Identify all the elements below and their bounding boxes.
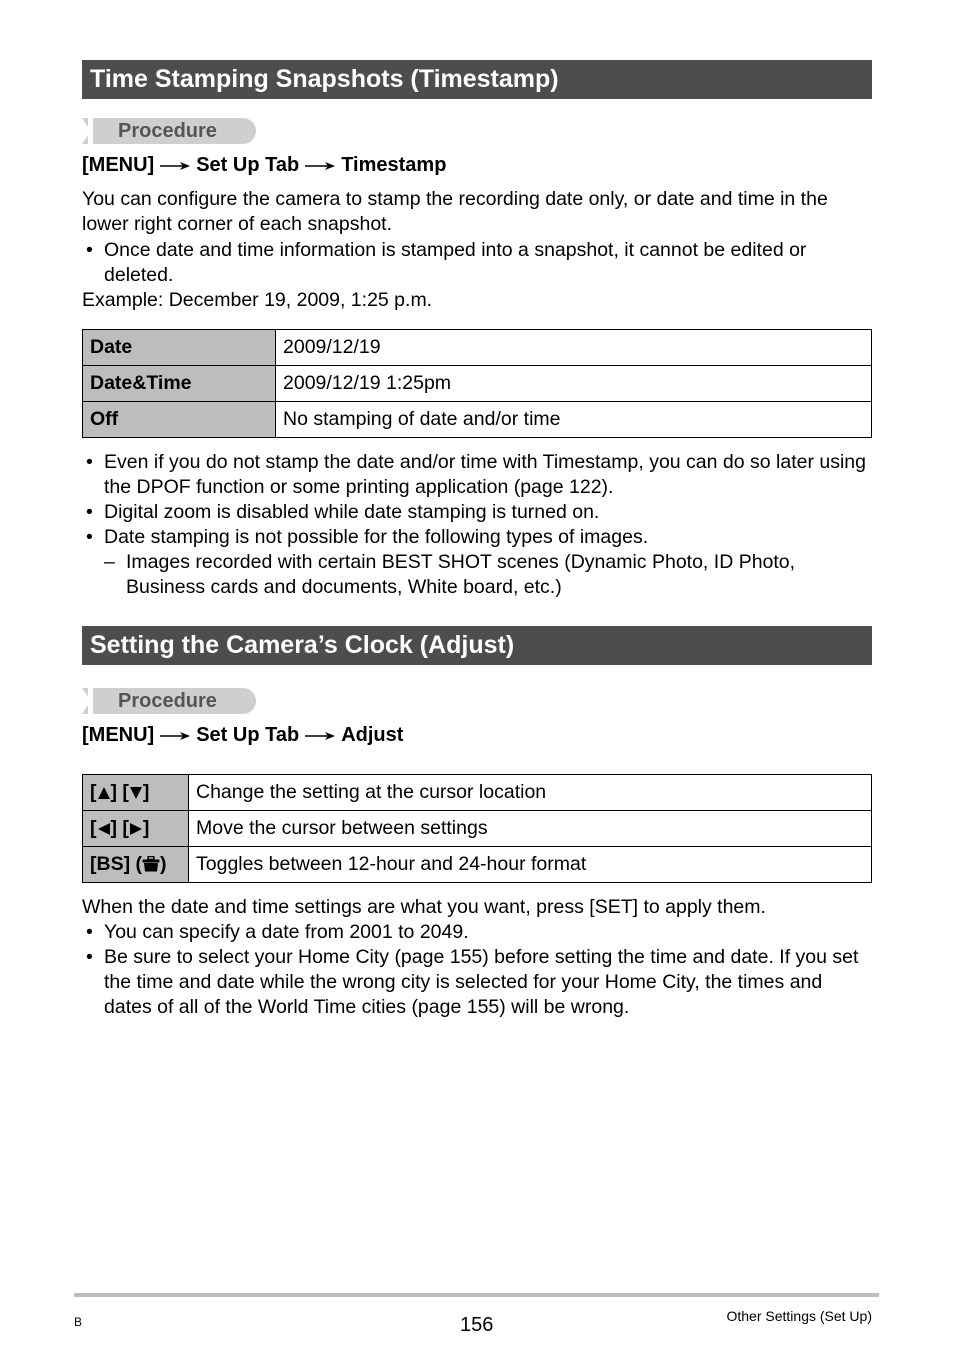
table-key: Date&Time xyxy=(83,366,276,402)
procedure-label: Procedure xyxy=(118,690,217,712)
arrow-right-icon xyxy=(160,731,190,741)
table-value: Toggles between 12-hour and 24-hour format xyxy=(189,847,872,883)
menu-path-step: Adjust xyxy=(341,724,404,746)
procedure-tag xyxy=(82,688,256,714)
table-key: Off xyxy=(83,402,276,438)
bullet-marker: • xyxy=(86,946,93,968)
footer-chapter: Other Settings (Set Up) xyxy=(726,1308,872,1324)
menu-path-adjust xyxy=(82,724,403,747)
table-row xyxy=(83,775,872,811)
bullet-marker: • xyxy=(86,526,93,548)
bullet-item xyxy=(82,238,872,288)
example-text: Example: December 19, 2009, 1:25 p.m. xyxy=(82,289,433,311)
trash-icon xyxy=(142,856,160,872)
arrow-right-icon xyxy=(305,731,335,741)
bullet-text: Once date and time information is stamped into a snapshot, it cannot be edited or deleted. xyxy=(104,239,807,286)
table-row xyxy=(83,402,872,438)
apply-text: When the date and time settings are what you want, press [SET] to apply them. xyxy=(82,896,766,918)
procedure-label: Procedure xyxy=(118,120,217,142)
bullet-item xyxy=(82,920,872,945)
table-key: [BS] ( ) xyxy=(83,847,189,883)
bullet-marker: • xyxy=(86,239,93,261)
table-row xyxy=(83,330,872,366)
bullet-text: Even if you do not stamp the date and/or time with Timestamp, you can do so later using the DPOF function or some printing application (page 122). xyxy=(104,451,866,498)
bullet-item xyxy=(82,945,872,1020)
bullet-text: Be sure to select your Home City (page 155) before setting the time and date. If you set the time and date while the wrong city is selected for your Home City, the times and dates of all of the World Time cities (page 155) will be wrong. xyxy=(104,946,859,1018)
menu-path-step: Set Up Tab xyxy=(196,154,300,176)
bullet-item xyxy=(82,525,872,550)
left-triangle-icon xyxy=(97,822,111,836)
table-row xyxy=(83,366,872,402)
bullet-text: You can specify a date from 2001 to 2049. xyxy=(104,921,469,943)
menu-path-step: Set Up Tab xyxy=(196,724,300,746)
bullet-marker: • xyxy=(86,501,93,523)
up-triangle-icon xyxy=(97,786,111,800)
sub-bullet-text: Images recorded with certain BEST SHOT scenes (Dynamic Photo, ID Photo, Business cards and documents, White board, etc.) xyxy=(126,551,796,598)
menu-path-timestamp xyxy=(82,154,446,177)
bullet-marker: • xyxy=(86,451,93,473)
footer-rule xyxy=(74,1293,879,1297)
table-key: Date xyxy=(83,330,276,366)
adjust-keys-table xyxy=(82,774,872,883)
arrow-right-icon xyxy=(305,161,335,171)
dash-marker: – xyxy=(104,551,115,573)
menu-path-step: [MENU] xyxy=(82,724,155,746)
footer-code: B xyxy=(74,1315,83,1329)
procedure-tag xyxy=(82,118,256,144)
bullet-text: Digital zoom is disabled while date stamping is turned on. xyxy=(104,501,600,523)
intro-text: You can configure the camera to stamp the recording date only, or date and time in the lower right corner of each snapshot. xyxy=(82,188,828,235)
table-value: 2009/12/19 1:25pm xyxy=(276,366,872,402)
table-value: Change the setting at the cursor location xyxy=(189,775,872,811)
menu-path-step: [MENU] xyxy=(82,154,155,176)
down-triangle-icon xyxy=(129,786,143,800)
bullet-item xyxy=(82,450,872,500)
right-triangle-icon xyxy=(129,822,143,836)
menu-path-step: Timestamp xyxy=(341,154,447,176)
table-row xyxy=(83,811,872,847)
section-heading-adjust: Setting the Camera’s Clock (Adjust) xyxy=(82,626,872,665)
sub-bullet-item xyxy=(104,550,872,600)
bullet-marker: • xyxy=(86,921,93,943)
table-value: 2009/12/19 xyxy=(276,330,872,366)
table-row xyxy=(83,847,872,883)
table-value: Move the cursor between settings xyxy=(189,811,872,847)
bullet-text: Date stamping is not possible for the following types of images. xyxy=(104,526,649,548)
section-heading-timestamp: Time Stamping Snapshots (Timestamp) xyxy=(82,60,872,99)
table-key: [ ] [ ] xyxy=(83,775,189,811)
arrow-right-icon xyxy=(160,161,190,171)
bullet-item xyxy=(82,500,872,525)
page-number: 156 xyxy=(460,1314,494,1336)
table-key: [ ] [ ] xyxy=(83,811,189,847)
timestamp-options-table xyxy=(82,329,872,438)
table-value: No stamping of date and/or time xyxy=(276,402,872,438)
